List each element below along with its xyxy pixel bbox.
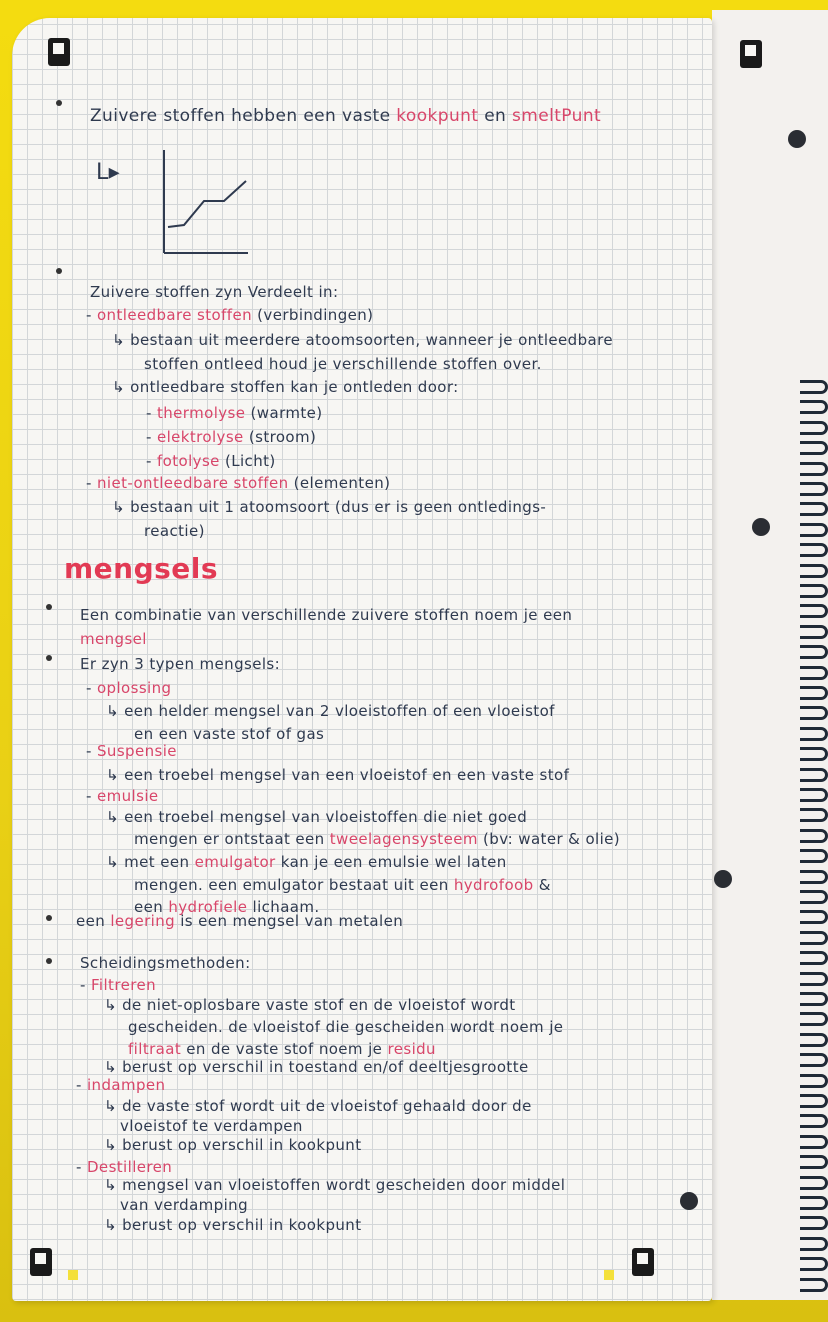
spiral-coil bbox=[800, 543, 828, 557]
line-legering: een legering is een mengsel van metalen bbox=[76, 912, 404, 930]
spiral-coil bbox=[800, 380, 828, 394]
line-text: ↳ mengsel van vloeistoffen wordt gescheiden door middel bbox=[104, 1176, 566, 1194]
line-emulsie: - emulsie bbox=[86, 787, 159, 805]
spiral-coil bbox=[800, 1135, 828, 1149]
punch-hole-icon bbox=[752, 518, 770, 536]
line-hydrofiele: een hydrofiele lichaam. bbox=[134, 898, 320, 916]
spiral-coil bbox=[800, 584, 828, 598]
line-text: ↳ ontleedbare stoffen kan je ontleden door: bbox=[112, 378, 459, 396]
line-niet-ontleedbare: - niet-ontleedbare stoffen (elementen) bbox=[86, 474, 391, 492]
punch-hole-icon bbox=[714, 870, 732, 888]
term-mengsel: mengsel bbox=[80, 630, 147, 648]
spiral-coil bbox=[800, 910, 828, 924]
arrow-marker: L▸ bbox=[96, 160, 121, 185]
line-fotolyse: - fotolyse (Licht) bbox=[146, 452, 276, 470]
line-suspensie: - Suspensie bbox=[86, 742, 177, 760]
spiral-coil bbox=[800, 1216, 828, 1230]
statement-pure-substances: Zuivere stoffen hebben een vaste kookpunt en smeltPunt bbox=[90, 106, 602, 126]
spiral-coil bbox=[800, 502, 828, 516]
spiral-coil bbox=[800, 523, 828, 537]
line-text: ↳ een helder mengsel van 2 vloeistoffen of een vloeistof bbox=[106, 702, 555, 720]
spiral-coil bbox=[800, 870, 828, 884]
line-oplossing: - oplossing bbox=[86, 679, 172, 697]
line-text: ↳ bestaan uit 1 atoomsoort (dus er is geen ontledings- bbox=[112, 498, 547, 516]
line-text: en een vaste stof of gas bbox=[134, 725, 325, 743]
line-text: vloeistof te verdampen bbox=[120, 1117, 303, 1135]
line-text: stoffen ontleed houd je verschillende stoffen over. bbox=[144, 355, 542, 373]
spiral-coil bbox=[800, 727, 828, 741]
line-hydrofoob: mengen. een emulgator bestaat uit een hydrofoob & bbox=[134, 876, 551, 894]
spiral-coil bbox=[800, 1033, 828, 1047]
spiral-coil bbox=[800, 1053, 828, 1067]
spiral-coil bbox=[800, 1237, 828, 1251]
line-text: ↳ berust op verschil in toestand en/of deeltjesgrootte bbox=[104, 1058, 529, 1076]
spiral-coil bbox=[800, 666, 828, 680]
line-text: ↳ de niet-oplosbare vaste stof en de vloeistof wordt bbox=[104, 996, 516, 1014]
spiral-coil bbox=[800, 1257, 828, 1271]
spiral-coil bbox=[800, 972, 828, 986]
bullet-dot-icon bbox=[46, 915, 52, 921]
spiral-coil bbox=[800, 890, 828, 904]
spiral-coil bbox=[800, 951, 828, 965]
corner-mark-icon bbox=[740, 40, 762, 68]
spiral-coil bbox=[800, 808, 828, 822]
punch-hole-icon bbox=[788, 130, 806, 148]
spiral-coil bbox=[800, 1196, 828, 1210]
spiral-coil bbox=[800, 1074, 828, 1088]
corner-mark-icon bbox=[632, 1248, 654, 1276]
spiral-coil bbox=[800, 1155, 828, 1169]
line-text: van verdamping bbox=[120, 1196, 248, 1214]
bullet-dot-icon bbox=[46, 655, 52, 661]
spiral-coil bbox=[800, 645, 828, 659]
term-kookpunt: kookpunt bbox=[396, 106, 479, 126]
line-text: Een combinatie van verschillende zuivere stoffen noem je een bbox=[80, 606, 573, 624]
section-heading-mengsels: mengsels bbox=[64, 552, 219, 585]
spiral-coil bbox=[800, 564, 828, 578]
spiral-coil bbox=[800, 686, 828, 700]
bullet-dot-icon bbox=[56, 100, 62, 106]
spiral-coil bbox=[800, 706, 828, 720]
punch-hole-icon bbox=[680, 1192, 698, 1210]
line-ontleedbare: - ontleedbare stoffen (verbindingen) bbox=[86, 306, 374, 324]
line-text: Er zyn 3 typen mengsels: bbox=[80, 655, 281, 673]
bullet-dot-icon bbox=[46, 604, 52, 610]
line-destilleren: - Destilleren bbox=[76, 1158, 173, 1176]
spiral-coil bbox=[800, 788, 828, 802]
spiral-coil bbox=[800, 768, 828, 782]
line-thermolyse: - thermolyse (warmte) bbox=[146, 404, 323, 422]
corner-mark-icon bbox=[48, 38, 70, 66]
line-text: ↳ bestaan uit meerdere atoomsoorten, wanneer je ontleedbare bbox=[112, 331, 613, 349]
line-text: reactie) bbox=[144, 522, 205, 540]
line-text: ↳ een troebel mengsel van een vloeistof en een vaste stof bbox=[106, 766, 570, 784]
spiral-binding-icon bbox=[800, 380, 828, 1300]
spiral-coil bbox=[800, 747, 828, 761]
spiral-coil bbox=[800, 625, 828, 639]
line-filtraat-residu: filtraat en de vaste stof noem je residu bbox=[128, 1040, 436, 1058]
line-text: ↳ de vaste stof wordt uit de vloeistof gehaald door de bbox=[104, 1097, 532, 1115]
spiral-coil bbox=[800, 1278, 828, 1292]
line-filtreren: - Filtreren bbox=[80, 976, 156, 994]
spiral-coil bbox=[800, 421, 828, 435]
line-scheidingsmethoden: Scheidingsmethoden: bbox=[80, 954, 251, 972]
corner-mark-icon bbox=[30, 1248, 52, 1276]
spiral-coil bbox=[800, 1094, 828, 1108]
spiral-coil bbox=[800, 1114, 828, 1128]
spiral-coil bbox=[800, 992, 828, 1006]
line-tweelagensysteem: mengen er ontstaat een tweelagensysteem (bv: water & olie) bbox=[134, 830, 621, 848]
spiral-coil bbox=[800, 604, 828, 618]
line-indampen: - indampen bbox=[76, 1076, 166, 1094]
spiral-coil bbox=[800, 829, 828, 843]
spiral-coil bbox=[800, 400, 828, 414]
line-elektrolyse: - elektrolyse (stroom) bbox=[146, 428, 317, 446]
spiral-coil bbox=[800, 931, 828, 945]
bullet-dot-icon bbox=[56, 268, 62, 274]
intro-classification: Zuivere stoffen zyn Verdeelt in: bbox=[90, 283, 339, 301]
spiral-coil bbox=[800, 1012, 828, 1026]
line-text: ↳ een troebel mengsel van vloeistoffen die niet goed bbox=[106, 808, 528, 826]
bullet-dot-icon bbox=[46, 958, 52, 964]
line-graph-icon bbox=[100, 145, 250, 260]
line-text: ↳ berust op verschil in kookpunt bbox=[104, 1136, 362, 1154]
line-emulgator: ↳ met een emulgator kan je een emulsie wel laten bbox=[106, 853, 507, 871]
line-text: ↳ berust op verschil in kookpunt bbox=[104, 1216, 362, 1234]
spiral-coil bbox=[800, 441, 828, 455]
spiral-coil bbox=[800, 1176, 828, 1190]
line-text: gescheiden. de vloeistof die gescheiden wordt noem je bbox=[128, 1018, 564, 1036]
yellow-marker-square bbox=[68, 1270, 78, 1280]
spiral-coil bbox=[800, 462, 828, 476]
yellow-marker-square bbox=[604, 1270, 614, 1280]
spiral-coil bbox=[800, 482, 828, 496]
term-smeltpunt: smeltPunt bbox=[512, 106, 602, 126]
spiral-coil bbox=[800, 849, 828, 863]
